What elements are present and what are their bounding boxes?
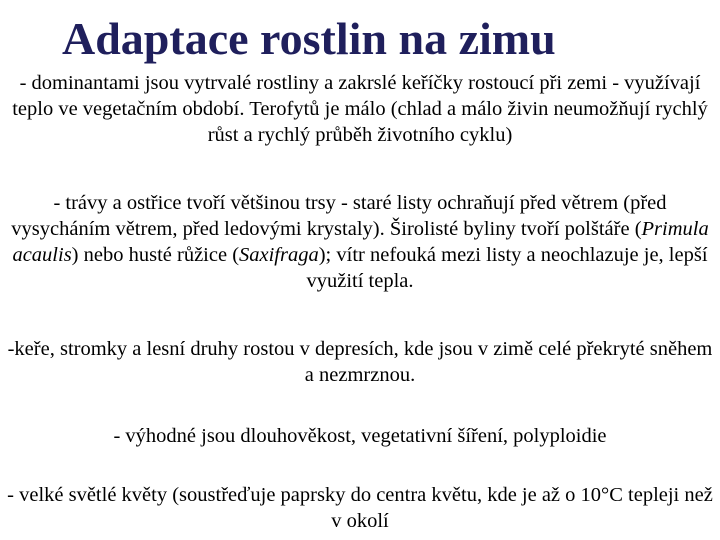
paragraph-text: ); vítr nefouká mezi listy a neochlazuje je, lepší využití tepla.	[306, 244, 708, 292]
slide-title: Adaptace rostlin na zimu	[62, 13, 556, 64]
paragraph-grasses-cushions	[4, 190, 716, 294]
genus-name-saxifraga: Saxifraga	[239, 244, 319, 266]
paragraph-shrubs-depressions: -keře, stromky a lesní druhy rostou v depresích, kde jsou v zimě celé překryté sněhem a nezmrznou.	[7, 338, 713, 386]
paragraph-text: - trávy a ostřice tvoří většinou trsy - staré listy ochraňují před větrem (před vysycháním větrem, před ledovými krystaly). Širolisté byliny tvoří polštáře (	[11, 192, 667, 240]
species-name-primula: Primula acaulis	[12, 218, 709, 266]
paragraph-text: ) nebo husté růžice (	[71, 244, 240, 266]
paragraph-large-flowers: - velké světlé květy (soustřeďuje paprsky do centra květu, kde je až o 10°C tepleji než v okolí	[7, 484, 713, 532]
paragraph-advantages: - výhodné jsou dlouhověkost, vegetativní šíření, polyploidie	[113, 425, 607, 447]
paragraph-dominant-plants: - dominantami jsou vytrvalé rostliny a zakrslé keříčky rostoucí při zemi - využívají teplo ve vegetačním období. Terofytů je málo (chlad a málo živin neumožňují rychlý růst a rychlý průběh životního cyklu)	[12, 72, 708, 146]
